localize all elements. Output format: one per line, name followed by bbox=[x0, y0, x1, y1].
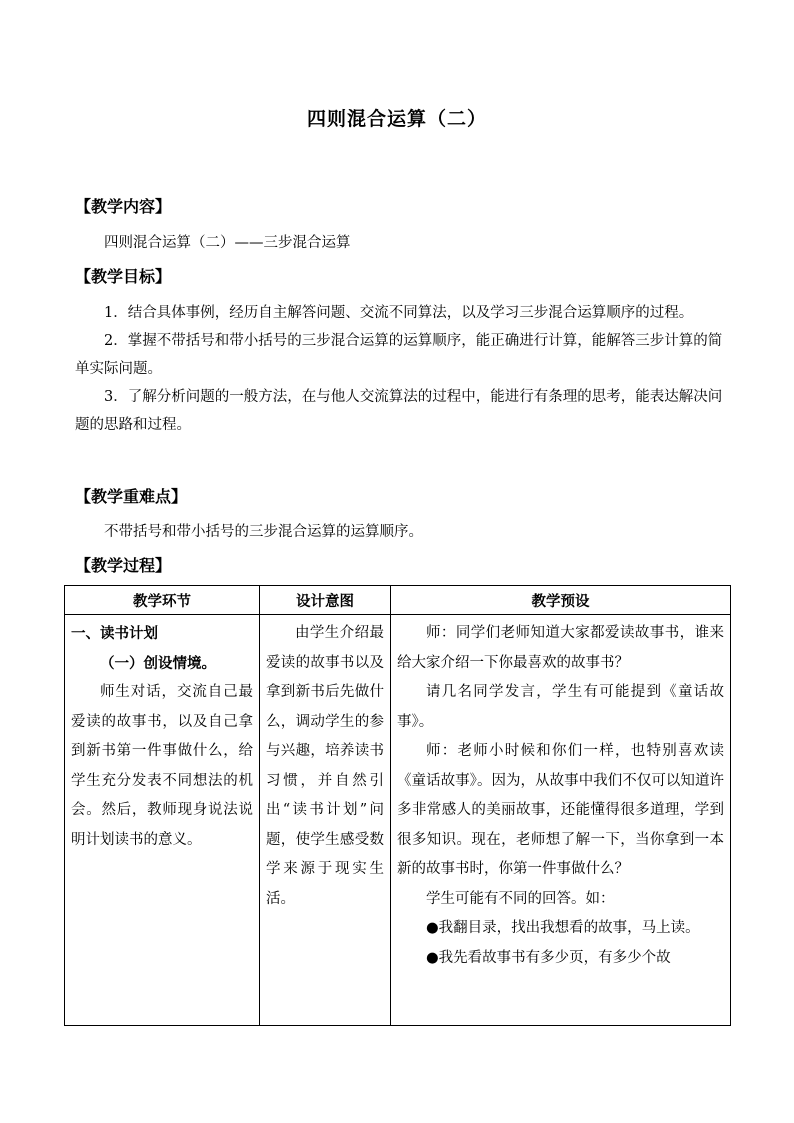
stage-subtitle: （一）创设情境。 bbox=[100, 654, 216, 672]
preview-cell bbox=[391, 615, 731, 1026]
heading-goals: 【教学目标】 bbox=[75, 267, 172, 286]
heading-key-points: 【教学重难点】 bbox=[75, 487, 188, 506]
preview-bullet: ●我翻目录，找出我想看的故事，马上读。 bbox=[426, 920, 700, 936]
goal-item-2: 2．掌握不带括号和带小括号的三步混合运算的运算顺序，能正确进行计算，能解答三步计算的简单实际问题。 bbox=[75, 333, 723, 377]
intent-cell bbox=[260, 615, 391, 1026]
lesson-plan-table bbox=[64, 585, 731, 1026]
preview-bullet: ●我先看故事书有多少页，有多少个故 bbox=[426, 949, 671, 966]
key-points-text: 不带括号和带小括号的三步混合运算的运算顺序。 bbox=[104, 524, 423, 540]
goals-list bbox=[75, 299, 725, 439]
preview-paragraph: 请几名同学发言，学生有可能提到《童话故事》。 bbox=[397, 684, 724, 730]
intent-text: 由学生介绍最爱读的故事书以及拿到新书后先做什么，调动学生的参与兴趣，培养读书习惯，并自然引出“读书计划”问题，使学生感受数学来源于现实生活。 bbox=[266, 625, 384, 907]
stage-cell bbox=[65, 615, 260, 1026]
goal-item-1: 1．结合具体事例，经历自主解答问题、交流不同算法，以及学习三步混合运算顺序的过程。 bbox=[104, 305, 694, 321]
heading-content: 【教学内容】 bbox=[75, 197, 172, 216]
preview-paragraph: 师：老师小时候和你们一样，也特别喜欢读《童话故事》。因为，从故事中我们不仅可以知道许多非常感人的美丽故事，还能懂得很多道理，学到很多知识。现在，老师想了解一下，当你拿到一本新的故事书时，你第一件事做什么？ bbox=[397, 743, 724, 877]
goal-item-3: 3．了解分析问题的一般方法，在与他人交流算法的过程中，能进行有条理的思考，能表达解决问题的思路和过程。 bbox=[75, 389, 723, 433]
table-row bbox=[65, 615, 731, 1026]
header-stage: 教学环节 bbox=[65, 586, 260, 615]
header-intent: 设计意图 bbox=[260, 586, 391, 615]
page-title: 四则混合运算（二） bbox=[306, 108, 487, 130]
preview-paragraph: 学生可能有不同的回答。如： bbox=[426, 890, 615, 907]
stage-title: 一、读书计划 bbox=[71, 625, 158, 642]
stage-text: 师生对话，交流自己最爱读的故事书，以及自己拿到新书第一件事做什么，给学生充分发表不同想法的机会。然后，教师现身说法说明计划读书的意义。 bbox=[71, 684, 253, 848]
header-preview: 教学预设 bbox=[391, 586, 731, 615]
table-header-row bbox=[65, 586, 731, 615]
heading-process: 【教学过程】 bbox=[75, 556, 172, 575]
content-text: 四则混合运算（二）——三步混合运算 bbox=[104, 235, 351, 251]
preview-paragraph: 师：同学们老师知道大家都爱读故事书，谁来给大家介绍一下你最喜欢的故事书？ bbox=[397, 625, 724, 671]
